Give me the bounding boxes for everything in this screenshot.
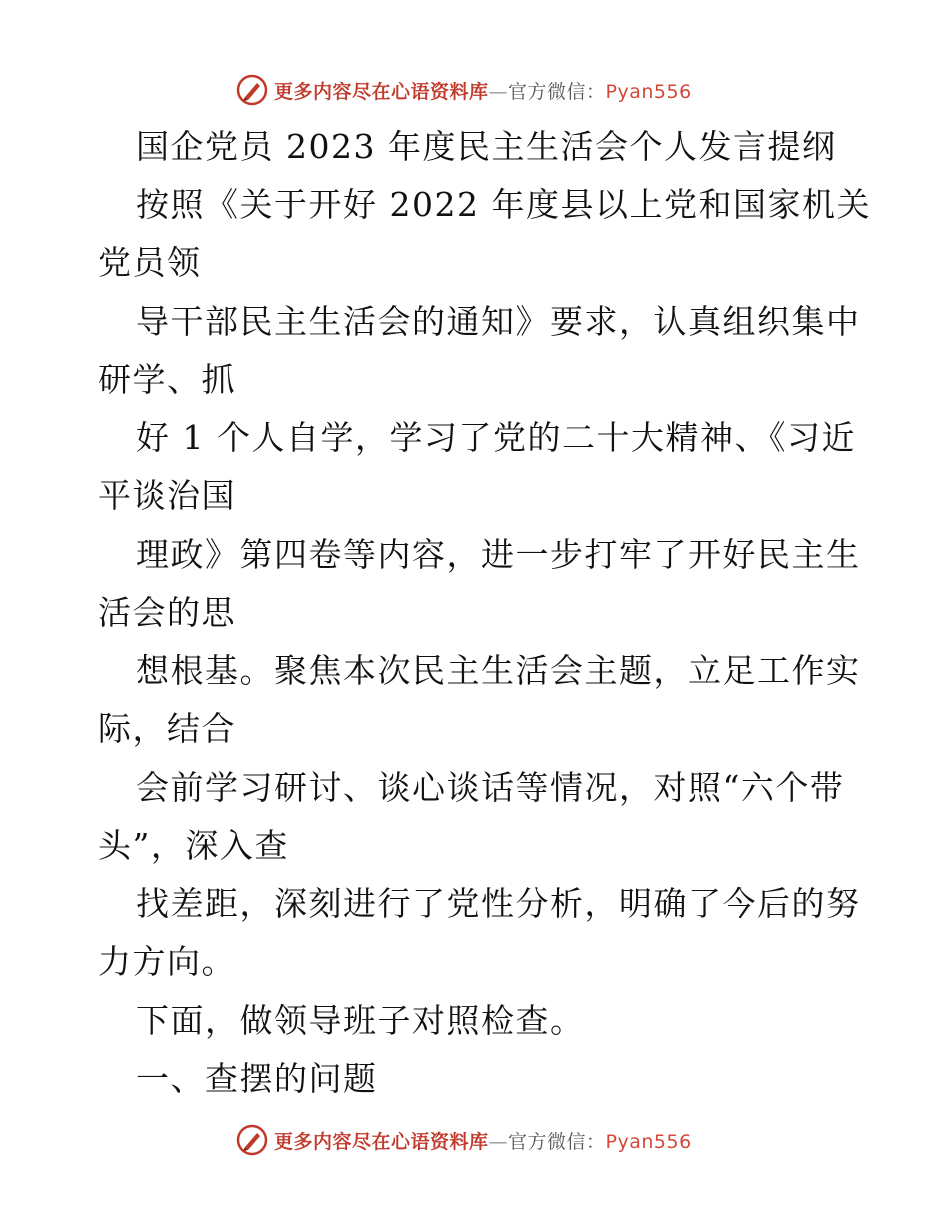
paragraph-line: 党员领 <box>98 243 202 282</box>
paragraph-line: 按照《关于开好 2022 年度县以上党和国家机关 <box>136 185 871 224</box>
paragraph-line: 头”，深入查 <box>98 826 289 865</box>
paragraph-line: 下面，做领导班子对照检查。 <box>136 1001 585 1040</box>
watermark-wechat-id: Pyan556 <box>605 80 692 103</box>
section-heading: 一、查摆的问题 <box>136 1059 378 1098</box>
watermark-dash: — <box>488 80 509 103</box>
paragraph-line: 想根基。聚焦本次民主生活会主题，立足工作实 <box>136 651 861 690</box>
paragraph-line: 好 1 个人自学，学习了党的二十大精神、《习近 <box>136 418 856 457</box>
paragraph-line: 平谈治国 <box>98 476 236 515</box>
paragraph-line: 际，结合 <box>98 709 236 748</box>
paragraph-line: 理政》第四卷等内容，进一步打牢了开好民主生 <box>136 535 861 574</box>
watermark-wechat-label: 官方微信： <box>508 80 606 103</box>
pen-logo-icon <box>236 74 268 106</box>
watermark-dash: — <box>488 1130 509 1153</box>
paragraph-line: 会前学习研讨、谈心谈话等情况，对照“六个带 <box>136 768 845 807</box>
paragraph-line: 研学、抓 <box>98 360 236 399</box>
watermark-text <box>274 1127 692 1154</box>
watermark-banner-bottom <box>236 1123 692 1157</box>
watermark-text <box>274 77 692 104</box>
paragraph-line: 活会的思 <box>98 593 236 632</box>
watermark-wechat-id: Pyan556 <box>605 1130 692 1153</box>
watermark-site-name: 更多内容尽在心语资料库 <box>274 80 489 103</box>
watermark-site-name: 更多内容尽在心语资料库 <box>274 1130 489 1153</box>
watermark-banner-top <box>236 73 692 107</box>
paragraph-line: 导干部民主生活会的通知》要求，认真组织集中 <box>136 302 861 341</box>
document-title: 国企党员 2023 年度民主生活会个人发言提纲 <box>136 127 837 166</box>
pen-logo-icon <box>236 1124 268 1156</box>
watermark-wechat-label: 官方微信： <box>508 1130 606 1153</box>
paragraph-line: 找差距，深刻进行了党性分析，明确了今后的努 <box>136 884 861 923</box>
paragraph-line: 力方向。 <box>98 942 236 981</box>
